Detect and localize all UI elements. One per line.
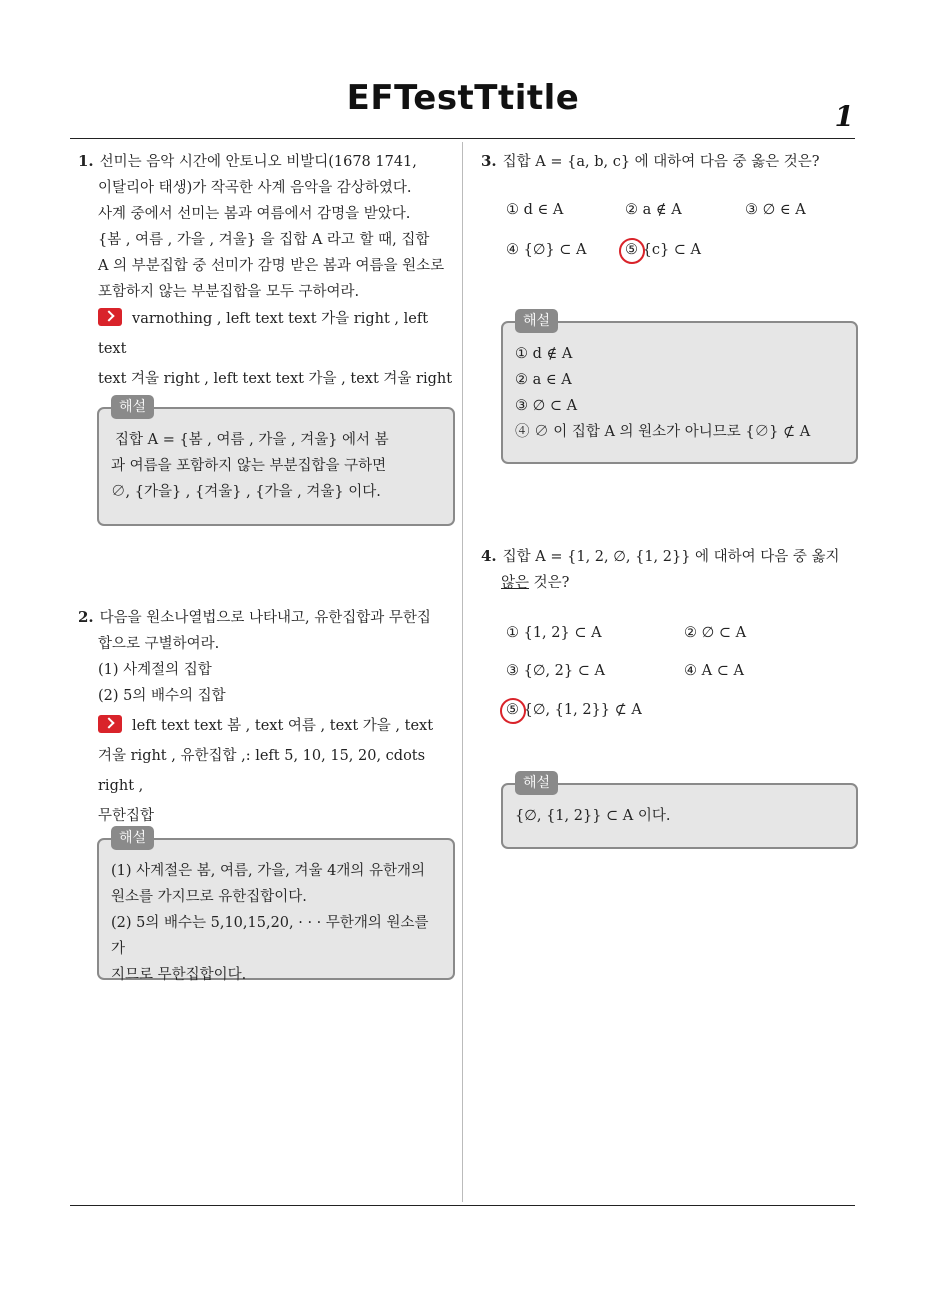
problem-2-line-4: (2) 5의 배수의 집합 — [98, 688, 226, 704]
problem-1-line-5: A 의 부분집합 중 선미가 감명 받은 봄과 여름을 원소로 — [98, 258, 445, 274]
problem-2-number: 2. — [78, 608, 94, 626]
problem-2-answer — [98, 711, 458, 831]
bottom-rule — [70, 1205, 855, 1206]
problem-2-answer-line-2: 겨울 right , 유한집합 ,: left 5, 10, 15, 20, cdots right , — [98, 748, 426, 794]
problem-3-choice-4: ④ {∅} ⊂ A — [506, 242, 587, 258]
problem-3-number: 3. — [481, 152, 497, 170]
problem-4 — [481, 543, 861, 596]
problem-2-line-2: 합으로 구별하여라. — [98, 636, 220, 652]
problem-4-question-line-2: 않은 것은? — [501, 575, 570, 591]
problem-1-line-4: {봄 , 여름 , 가을 , 겨울} 을 집합 A 라고 할 때, 집합 — [98, 232, 430, 248]
problem-2-line-3: (1) 사계절의 집합 — [98, 662, 212, 678]
problem-2-answer-line-3: 무한집합 — [98, 808, 155, 824]
problem-2-answer-line-1: left text text 봄 , text 여름 , text 가을 , text — [98, 711, 458, 741]
problem-1-answer — [98, 304, 458, 394]
top-rule — [70, 138, 855, 139]
problem-1-explanation-box — [97, 399, 455, 526]
problem-4-choice-2: ② ∅ ⊂ A — [684, 625, 747, 641]
problem-3 — [481, 148, 861, 175]
problem-2-explanation-line-3: (2) 5의 배수는 5,10,15,20, · · · 무한개의 원소를 가 — [111, 915, 429, 957]
problem-4-question-line-1: 4. 집합 A = {1, 2, ∅, {1, 2}} 에 대하여 다음 중 옳지 — [481, 547, 840, 565]
problem-3-choice-3: ③ ∅ ∈ A — [745, 202, 806, 218]
problem-2 — [78, 604, 456, 709]
problem-3-explanation-line-3: ③ ∅ ⊂ A — [515, 398, 578, 414]
column-divider — [462, 142, 463, 1202]
problem-3-choice-1: ① d ∈ A — [506, 202, 564, 218]
problem-3-choice-2: ② a ∉ A — [625, 202, 682, 218]
problem-1-line-1: 1. 선미는 음악 시간에 안토니오 비발디(1678 1741, — [78, 152, 417, 170]
problem-1-number: 1. — [78, 152, 94, 170]
problem-3-explanation-box — [501, 313, 858, 464]
page-number: 1 — [834, 100, 854, 133]
explanation-tag: 해설 — [515, 771, 558, 795]
problem-1 — [78, 148, 456, 305]
problem-1-line-6: 포함하지 않는 부분집합을 모두 구하여라. — [98, 284, 360, 300]
problem-3-choice-5: ⑤ {c} ⊂ A — [625, 242, 701, 258]
problem-4-underlined-word: 않은 — [501, 575, 530, 591]
problem-1-explanation-line-1: 집합 A = {봄 , 여름 , 가을 , 겨울} 에서 봄 — [115, 432, 389, 448]
problem-2-explanation-box — [97, 830, 455, 983]
problem-4-explanation-box — [501, 775, 858, 849]
answer-arrow-icon — [98, 308, 122, 326]
problem-3-choices — [506, 202, 856, 272]
explanation-tag: 해설 — [111, 395, 154, 419]
problem-3-question: 3. 집합 A = {a, b, c} 에 대하여 다음 중 옳은 것은? — [481, 152, 820, 170]
problem-4-choices — [506, 625, 856, 735]
document-title: EFTestTtitle — [346, 78, 580, 118]
problem-4-choice-3: ③ {∅, 2} ⊂ A — [506, 663, 605, 679]
problem-2-explanation-line-1: (1) 사계절은 봄, 여름, 가을, 겨울 4개의 유한개의 — [111, 863, 425, 879]
problem-2-line-1: 2. 다음을 원소나열법으로 나타내고, 유한집합과 무한집 — [78, 608, 431, 626]
problem-4-choice-4: ④ A ⊂ A — [684, 663, 744, 679]
problem-1-explanation-line-3: ∅, {가을} , {겨울} , {가을 , 겨울} 이다. — [111, 484, 381, 500]
problem-1-explanation-line-2: 과 여름을 포함하지 않는 부분집합을 구하면 — [111, 458, 387, 474]
problem-4-number: 4. — [481, 547, 497, 565]
problem-3-explanation-line-2: ② a ∈ A — [515, 372, 572, 388]
explanation-tag: 해설 — [111, 826, 154, 850]
problem-1-line-2: 이탈리아 태생)가 작곡한 사계 음악을 감상하였다. — [98, 180, 412, 196]
problem-1-answer-line-1: varnothing , left text text 가을 right , left text — [98, 304, 458, 364]
problem-1-line-3: 사계 중에서 선미는 봄과 여름에서 감명을 받았다. — [98, 206, 411, 222]
problem-1-answer-line-2: text 겨울 right , left text text 가을 , text 겨울 right — [98, 371, 453, 387]
problem-4-explanation-line-1: {∅, {1, 2}} ⊂ A 이다. — [515, 808, 671, 824]
explanation-tag: 해설 — [515, 309, 558, 333]
problem-3-explanation-line-1: ① d ∉ A — [515, 346, 573, 362]
problem-4-choice-5: ⑤ {∅, {1, 2}} ⊄ A — [506, 702, 642, 718]
problem-4-choice-1: ① {1, 2} ⊂ A — [506, 625, 602, 641]
problem-2-explanation-line-4: 지므로 무한집합이다. — [111, 967, 247, 983]
answer-circle-mark — [500, 698, 526, 724]
answer-arrow-icon — [98, 715, 122, 733]
problem-2-explanation-line-2: 원소를 가지므로 유한집합이다. — [111, 889, 307, 905]
answer-circle-mark — [619, 238, 645, 264]
problem-3-explanation-line-4: ④ ∅ 이 집합 A 의 원소가 아니므로 {∅} ⊄ A — [515, 424, 811, 440]
